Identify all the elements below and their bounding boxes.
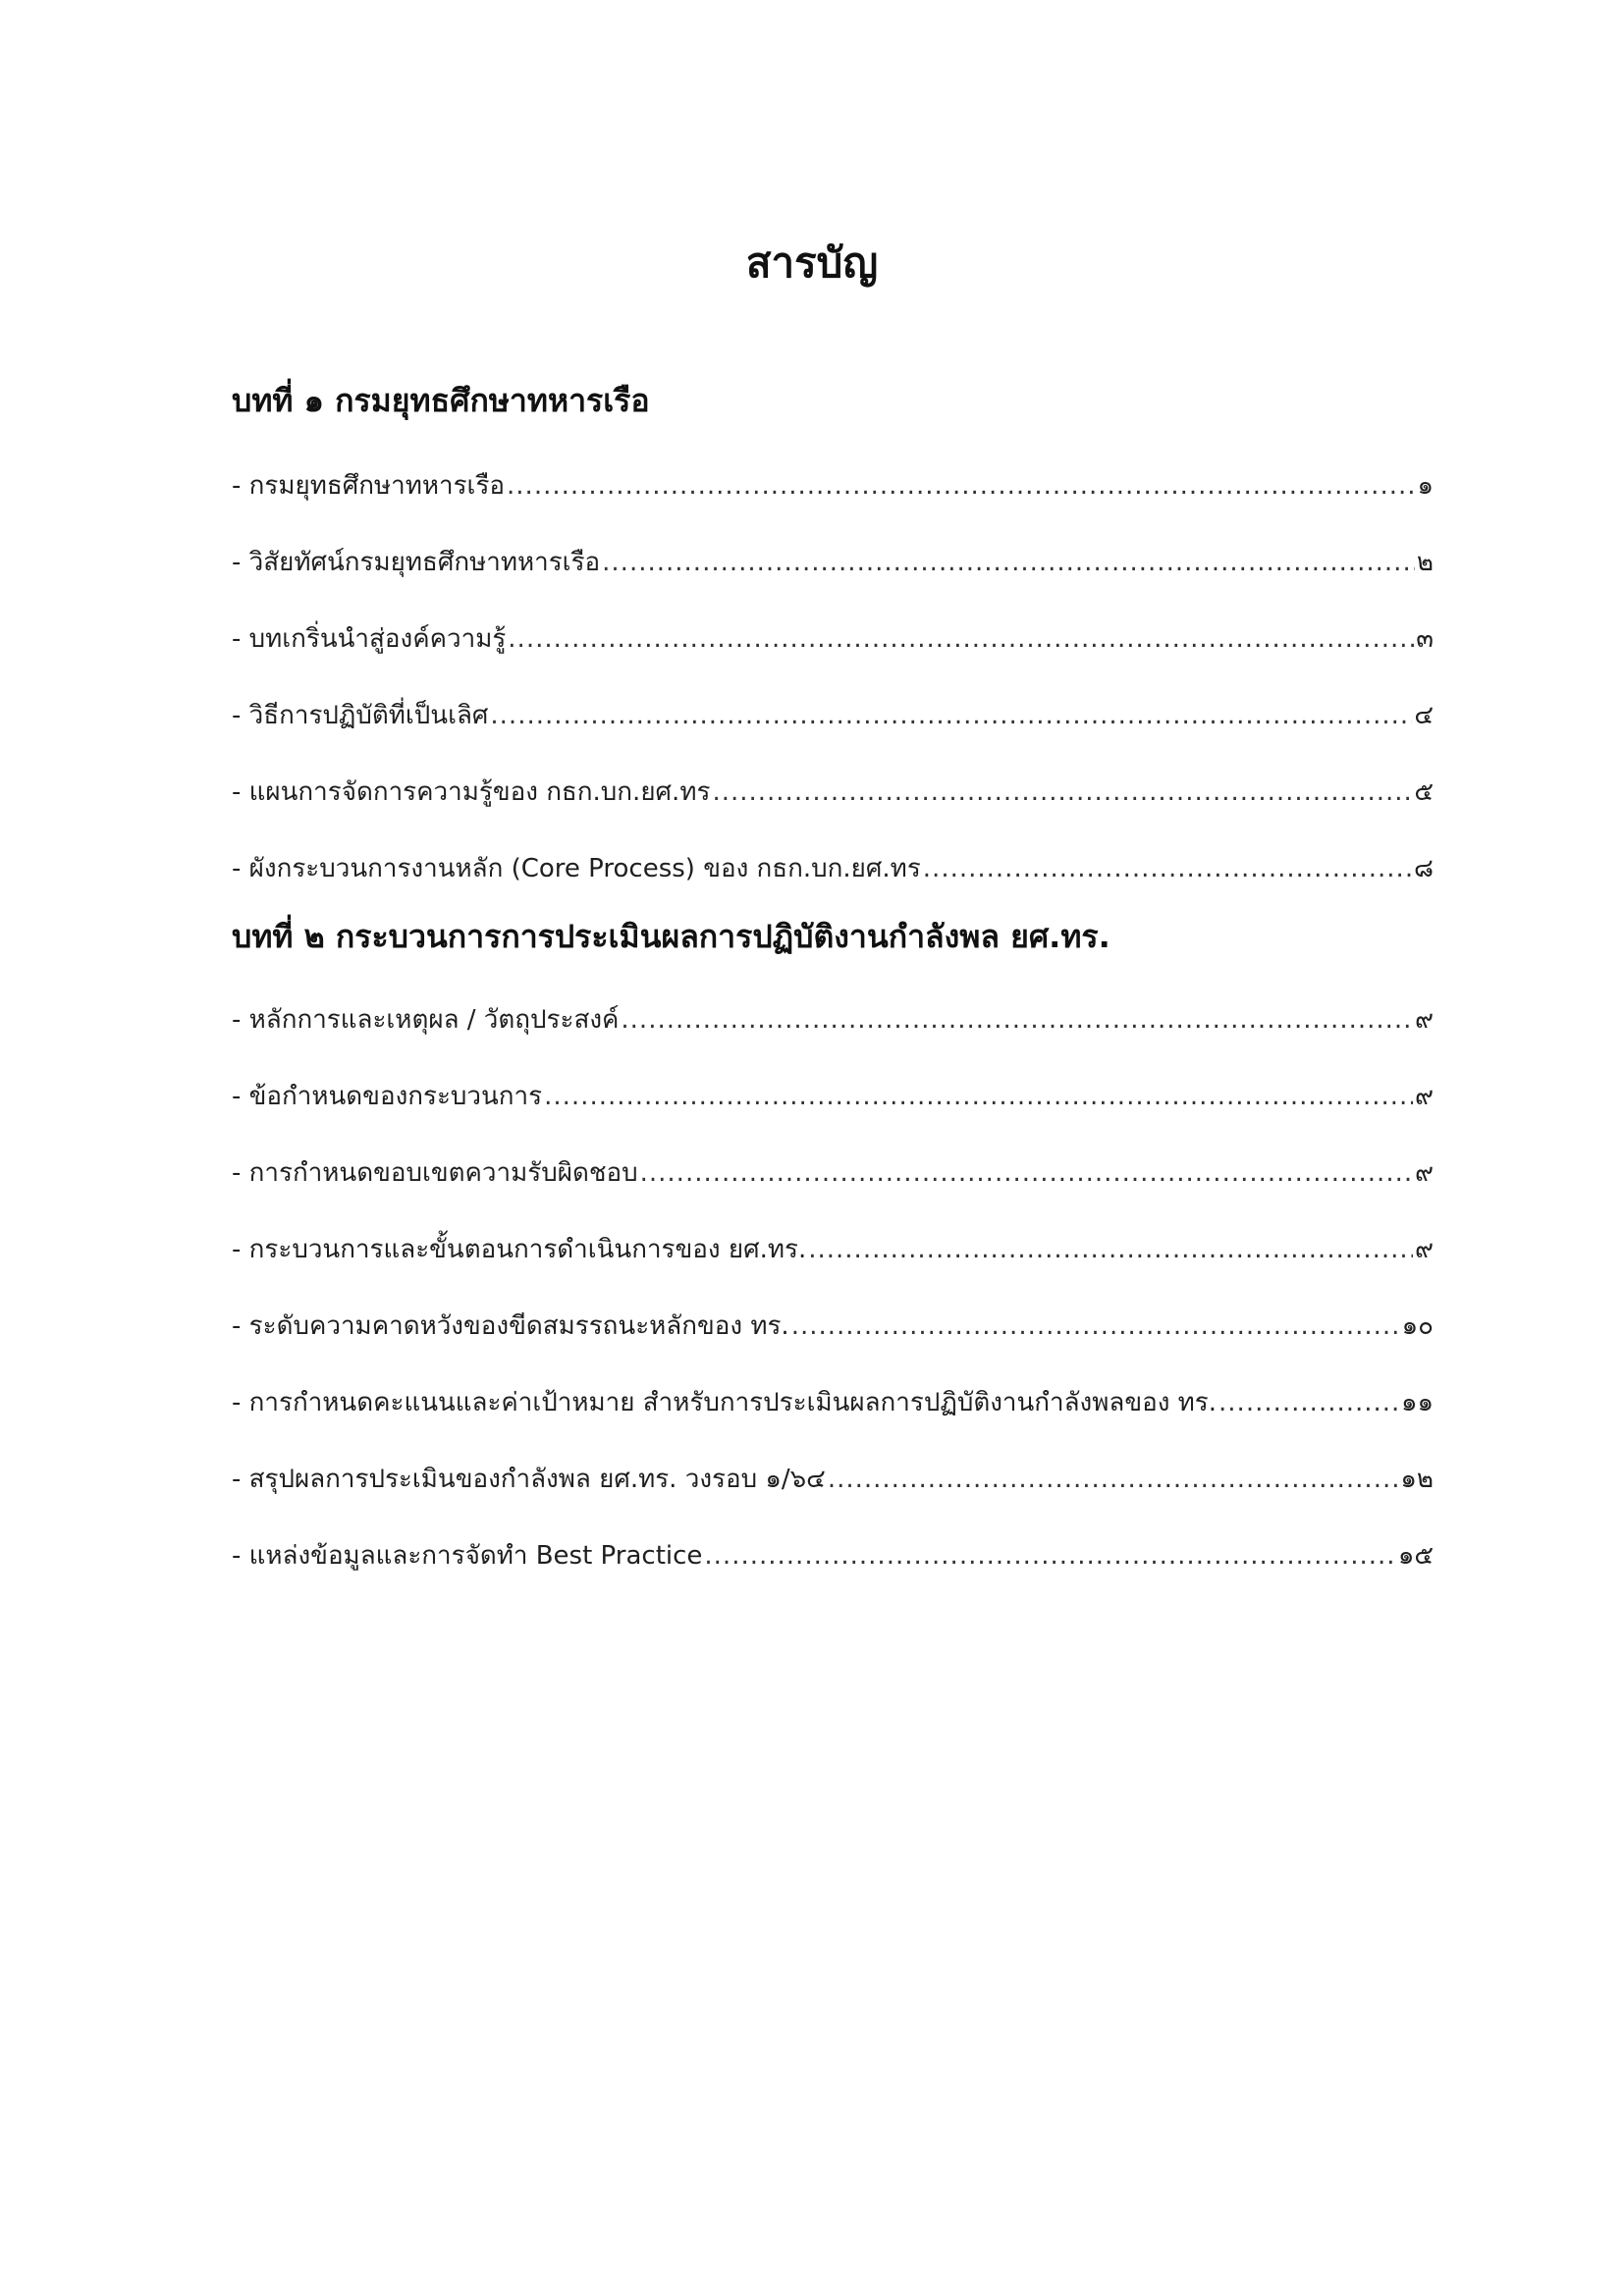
toc-entry [232,601,1434,677]
dot-leader [602,524,1415,601]
toc-page-number: ๙ [1414,1005,1434,1035]
dot-leader [1218,1364,1399,1441]
toc-page-number: ๓ [1416,624,1434,654]
toc-entry [232,1288,1434,1364]
dot-leader [621,982,1413,1058]
toc-entry [232,1058,1434,1135]
toc-entry [232,677,1434,754]
toc-entry [232,1441,1434,1518]
toc-page-number: ๙ [1414,1082,1434,1111]
toc-page-number: ๑๕ [1397,1541,1434,1571]
toc-entry [232,1518,1434,1594]
toc-page-number: ๒ [1416,548,1434,577]
toc-entry-title: - วิสัยทัศน์กรมยุทธศึกษาทหารเรือ [232,548,601,577]
dot-leader [828,1441,1399,1518]
dot-leader [507,448,1415,524]
dot-leader [704,1518,1395,1594]
toc-entry-title: - แผนการจัดการความรู้ของ กธก.บก.ยศ.ทร [232,777,711,807]
dot-leader [544,1058,1413,1135]
toc-entry-title: - ข้อกำหนดของกระบวนการ [232,1082,543,1111]
page-title: สารบัญ [745,239,879,288]
toc-page-number: ๑๐ [1401,1311,1434,1341]
toc-entry-title: - สรุปผลการประเมินของกำลังพล ยศ.ทร. วงรอบ ๑/๖๔ [232,1465,826,1494]
dot-leader [712,754,1412,830]
toc-page-number: ๑ [1417,471,1434,501]
dot-leader [490,677,1412,754]
toc-entry-title: - หลักการและเหตุผล / วัตถุประสงค์ [232,1005,620,1035]
toc-entry-title: - ผังกระบวนการงานหลัก (Core Process) ของ กธก.บก.ยศ.ทร [232,854,921,883]
toc-entry [232,982,1434,1058]
toc-entry [232,1135,1434,1211]
toc-page-number: ๕ [1414,777,1434,807]
toc-page-number: ๑๒ [1400,1465,1434,1494]
dot-leader [640,1135,1413,1211]
toc-entry-title: - การกำหนดขอบเขตความรับผิดชอบ [232,1158,638,1188]
dot-leader [791,1288,1400,1364]
chapter-1-heading: บทที่ ๑ กรมยุทธศึกษาทหารเรือ [232,382,650,419]
toc-entry-title: - กระบวนการและขั้นตอนการดำเนินการของ ยศ.ทร. [232,1235,807,1264]
toc-entry [232,754,1434,830]
toc-page-number: ๔ [1414,701,1434,730]
table-of-contents [232,373,1434,1594]
dot-leader [508,601,1414,677]
toc-entry [232,1364,1434,1441]
toc-entry-title: - วิธีการปฏิบัติที่เป็นเลิศ [232,701,489,730]
toc-entry [232,1211,1434,1288]
chapter-2-heading: บทที่ ๒ กระบวนการการประเมินผลการปฏิบัติงานกำลังพล ยศ.ทร. [232,918,1110,955]
toc-page-number: ๙ [1414,1158,1434,1188]
dot-leader [808,1211,1413,1288]
toc-entry-title: - กรมยุทธศึกษาทหารเรือ [232,471,506,501]
toc-entry-title: - บทเกริ่นนำสู่องค์ความรู้ [232,624,507,654]
toc-entry-title: - แหล่งข้อมูลและการจัดทำ Best Practice [232,1541,703,1571]
toc-entry [232,448,1434,524]
toc-entry [232,524,1434,601]
toc-page-number: ๙ [1414,1235,1434,1264]
toc-entry-title: - ระดับความคาดหวังของขีดสมรรถนะหลักของ ทร. [232,1311,789,1341]
toc-page-number: ๘ [1413,854,1434,883]
dot-leader [923,830,1412,907]
toc-entry [232,830,1434,907]
toc-page-number: ๑๑ [1400,1388,1434,1417]
toc-entry-title: - การกำหนดคะแนนและค่าเป้าหมาย สำหรับการประเมินผลการปฏิบัติงานกำลังพลของ ทร. [232,1388,1218,1417]
